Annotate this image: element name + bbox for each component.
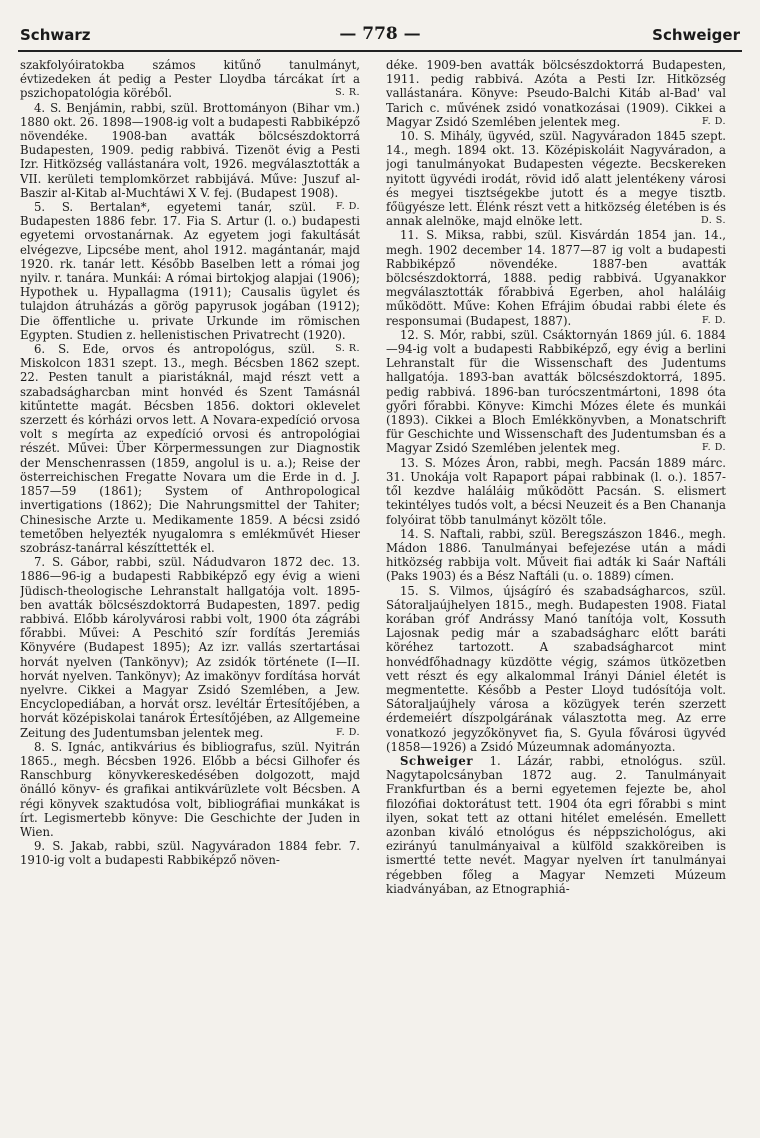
- entry-paragraph: [20, 342, 360, 555]
- author-signature: F. D.: [702, 115, 726, 127]
- author-signature: D. S.: [700, 215, 726, 227]
- entry-text: 14. S. Naftali, rabbi, szül. Beregszászon 1846., megh. Mádon 1886. Tanulmányai befejezése után a mádi hitközség rabbija volt. Műveit fiai adták ki Saár Naftáli (Paks 1903) és a Bész Naftáli (u. o. 1889) címen.: [386, 526, 726, 584]
- entry-paragraph: [386, 129, 726, 228]
- entry-text: 7. S. Gábor, rabbi, szül. Nádudvaron 1872 dec. 13. 1886—96-ig a budapesti Rabbiképző egy évig a wieni Jüdisch-theologische Lehranstalt hallgatója volt. 1895-ben avatták bölcsészdoktorrá Budapesten, 1897. pedig rabbivá. Előbb károlyvárosi rabbi volt, 1900 óta zágrábi főrabbi. Művei: A Peschitó szír fordítás Jeremiás Könyvére (Budapest 1895); Az izr. vallás szertartásai horvát nyelven (Tankönyv); Az zsidók története (I—II. horvát nyelven. Tankönyv); Az imakönyv fordítása horvát nyelvre. Cikkei a Magyar Zsidó Szemlében, a Jew. Encyclopediában, a horvát orsz. levéltár Értesítőjében, a horvát középiskolai tanárok Értesítőjében, az Allgemeine Zeitung des Judentumsban jelentek meg.: [20, 555, 360, 740]
- entry-text: 6. S. Ede, orvos és antropológus, szül. Miskolcon 1831 szept. 13., megh. Bécsben 1862 szept. 22. Pesten tanult a piaristáknál, majd részt vett a szabadságharcban mint honvéd és Szent Tamásnál kitűntette magát. Bécsben 1856. doktori oklevelet szerzett és kórházi orvos lett. A Novara-expedíció orvosa volt s megírta az expedíció orvosi és antropológiai részét. Művei: Über Körpermessungen zur Diagnostik der Menschenrassen (1859, angolul is u. a.); Reise der österreichischen Fregatte Novara um die Erde in d. J. 1857—59 (1861); System of Anthropological invertigations (1862); Die Nahrungsmittel der Tahiter; Chinesische Arzte u. Medikamente 1859. A bécsi zsidó temetőben helyezték nyugalomra s emlékművét Hieser szobrász-tanárral készíttették el.: [20, 342, 360, 555]
- entry-text: szakfolyóiratokba számos kitűnő tanulmányt, évtizedeken át pedig a Pester Lloydba tárcákat írt a pszichopatológia köréből.: [20, 58, 360, 101]
- entry-paragraph: [20, 839, 360, 867]
- entry-headword: Schweiger: [400, 753, 474, 768]
- entry-paragraph: [20, 200, 360, 355]
- entry-paragraph: [386, 58, 726, 129]
- entry-paragraph: [386, 456, 726, 527]
- author-signature: F. D.: [336, 201, 360, 213]
- entry-text: 1. Lázár, rabbi, etnológus. szül. Nagytapolcsányban 1872 aug. 2. Tanulmányait Frankfurtban és a berni egyetemen fejezte be, ahol filozófiai doktorátust tett. 1904 óta egri főrabbi s mint ilyen, sokat tett az ottani hitélet emelésén. Emellett azonban kiváló etnológus és néppszichológus, aki ezirányú tanulmányaival a külföld szakköreiben is ismertté tette nevét. Magyar nyelven írt tanulmányai régebben főleg a Magyar Nemzeti Múzeum kiadványában, az Etnographiá-: [386, 753, 726, 896]
- entry-text: 4. S. Benjámin, rabbi, szül. Brottományon (Bihar vm.) 1880 okt. 26. 1898—1908-ig volt a budapesti Rabbiképző növendéke. 1908-ban avatták bölcsészdoktorrá Budapesten, 1909. pedig rabbivá. Tizenöt évig a Pesti Izr. Hitközség vallástanára volt, 1926. megválasztották a VII. kerületi templomkörzet rabbijává. Műve: Juszuf al-Baszir al-Kitab al-Muchtáwi X V. fej. (Budapest 1908).: [20, 100, 360, 200]
- entry-paragraph: [386, 754, 726, 896]
- author-signature: F. D.: [702, 314, 726, 326]
- entry-text: déke. 1909-ben avatták bölcsészdoktorrá Budapesten, 1911. pedig rabbivá. Azóta a Pesti Izr. Hitközség vallástanára. Könyve: Pseudo-Balchi Kitáb al-Bad' val Tarich c. művének zsidó vonatkozásai (1909). Cikkei a Magyar Zsidó Szemlében jelentek meg.: [386, 58, 726, 129]
- entry-text: 13. S. Mózes Áron, rabbi, megh. Pacsán 1889 márc. 31. Unokája volt Rapaport pápai rabbinak (l. o.). 1857-től kezdve haláláig működött Pacsán. S. elismert tekintélyes tudós volt, a bécsi Neuzeit és a Ben Chananja folyóirat több tanulmányt közölt tőle.: [386, 455, 726, 527]
- entry-paragraph: [386, 328, 726, 456]
- page-number: — 778 —: [339, 24, 421, 44]
- entry-paragraph: [20, 100, 360, 213]
- left-column: [20, 58, 360, 1133]
- entry-paragraph: [20, 740, 360, 839]
- entry-paragraph: [20, 58, 360, 101]
- author-signature: F. D.: [336, 726, 360, 738]
- entry-text: 12. S. Mór, rabbi, szül. Csáktornyán 1869 júl. 6. 1884—94-ig volt a budapesti Rabbiképző, egy évig a berlini Lehranstalt für die Wissenschaft des Judentums hallgatója. 1893-ban avatták bölcsészdoktorrá, 1895. pedig rabbivá. 1896-ban turócszentmártoni, 1898 óta győri főrabbi. Könyve: Kimchi Mózes élete és munkái (1893). Cikkei a Bloch Emlékkönyvben, a Monatschrift für Geschichte und Wissenschaft des Judentumsban és a Magyar Zsidó Szemlében jelentek meg.: [386, 327, 726, 456]
- entry-text: 5. S. Bertalan*, egyetemi tanár, szül. Budapesten 1886 febr. 17. Fia S. Artur (l. o.) budapesti egyetemi orvostanárnak. Az egyetem jogi fakultását elvégezve, Lipcsébe ment, ahol 1912. magántanár, majd 1920. rk. tanár lett. Később Baselben lett a római jog nyilv. r. tanára. Munkái: A római birtokjog alapjai (1906); Hypothek u. Hypallagma (1911); Causalis ügylet és tulajdon átruházás a görög papyrusok jogában (1912); Die öffentliche u. private Urkunde im römischen Egypten. Studien z. hellenistischen Privatrecht (1920).: [20, 200, 360, 342]
- entry-paragraph: [386, 584, 726, 754]
- entry-text: 8. S. Ignác, antikvárius és bibliografus, szül. Nyitrán 1865., megh. Bécsben 1926. Előbb a bécsi Gilhofer és Ranschburg könyvkereskedésében dolgozott, majd önálló könyv- és grafikai antikvárüzlete volt Bécsben. A régi könyvek szaktudósa volt, bibliográfiai munkákat is írt. Legismertebb könyve: Die Geschichte der Juden in Wien.: [20, 739, 360, 839]
- entry-text: 10. S. Mihály, ügyvéd, szül. Nagyváradon 1845 szept. 14., megh. 1894 okt. 13. Középiskoláit Nagyváradon, a jogi tanulmányokat Budapesten végezte. Becskereken nyitott ügyvédi irodát, rövid idő alatt jelentékeny városi és megyei tisztségekbe jutott és a megye tisztb. főügyésze lett. Élénk részt vett a hitközség életében is és annak alelnöke, majd elnöke lett.: [386, 129, 726, 229]
- page-header: [18, 24, 742, 52]
- entry-text: 11. S. Miksa, rabbi, szül. Kisvárdán 1854 jan. 14., megh. 1902 december 14. 1877—87 ig volt a budapesti Rabbiképző növendéke. 1887-ben avatták bölcsészdoktorrá, 1888. pedig rabbivá. Ugyanakkor megválasztották főrabbivá Egerben, ahol haláláig működött. Műve: Kohen Efrájim óbudai rabbi élete és responsumai (Budapest, 1887).: [386, 228, 726, 328]
- right-column: [386, 58, 726, 1133]
- entry-paragraph: [386, 527, 726, 584]
- author-signature: F. D.: [702, 442, 726, 454]
- author-signature: S. R.: [335, 87, 360, 99]
- entry-paragraph: [20, 555, 360, 740]
- author-signature: S. R.: [335, 343, 360, 355]
- entry-text: 9. S. Jakab, rabbi, szül. Nagyváradon 1884 febr. 7. 1910-ig volt a budapesti Rabbiképző növen-: [20, 839, 360, 868]
- header-left-term: Schwarz: [20, 26, 91, 44]
- entry-text: 15. S. Vilmos, újságíró és szabadságharcos, szül. Sátoraljaújhelyen 1815., megh. Budapesten 1908. Fiatal korában gróf Andrássy Manó tanítója volt, Kossuth Lajosnak pedig már a szabadságharc előtt baráti köréhez tartozott. A szabadságharcot mint honvédfőhadnagy küzdötte végig, számos ütközetben vett részt és egy alkalommal Irányi Dániel életét is megmentette. Később a Pester Lloyd tudósítója volt. Sátoraljaújhely városa a közügyek terén szerzett érdemeiért díszpolgárának választotta meg. Az erre vonatkozó jegyzőkönyvet fia, S. Gyula fővárosi ügyvéd (1858—1926) a Zsidó Múzeumnak adományozta.: [386, 583, 726, 754]
- header-right-term: Schweiger: [652, 26, 740, 44]
- entry-paragraph: [386, 228, 726, 327]
